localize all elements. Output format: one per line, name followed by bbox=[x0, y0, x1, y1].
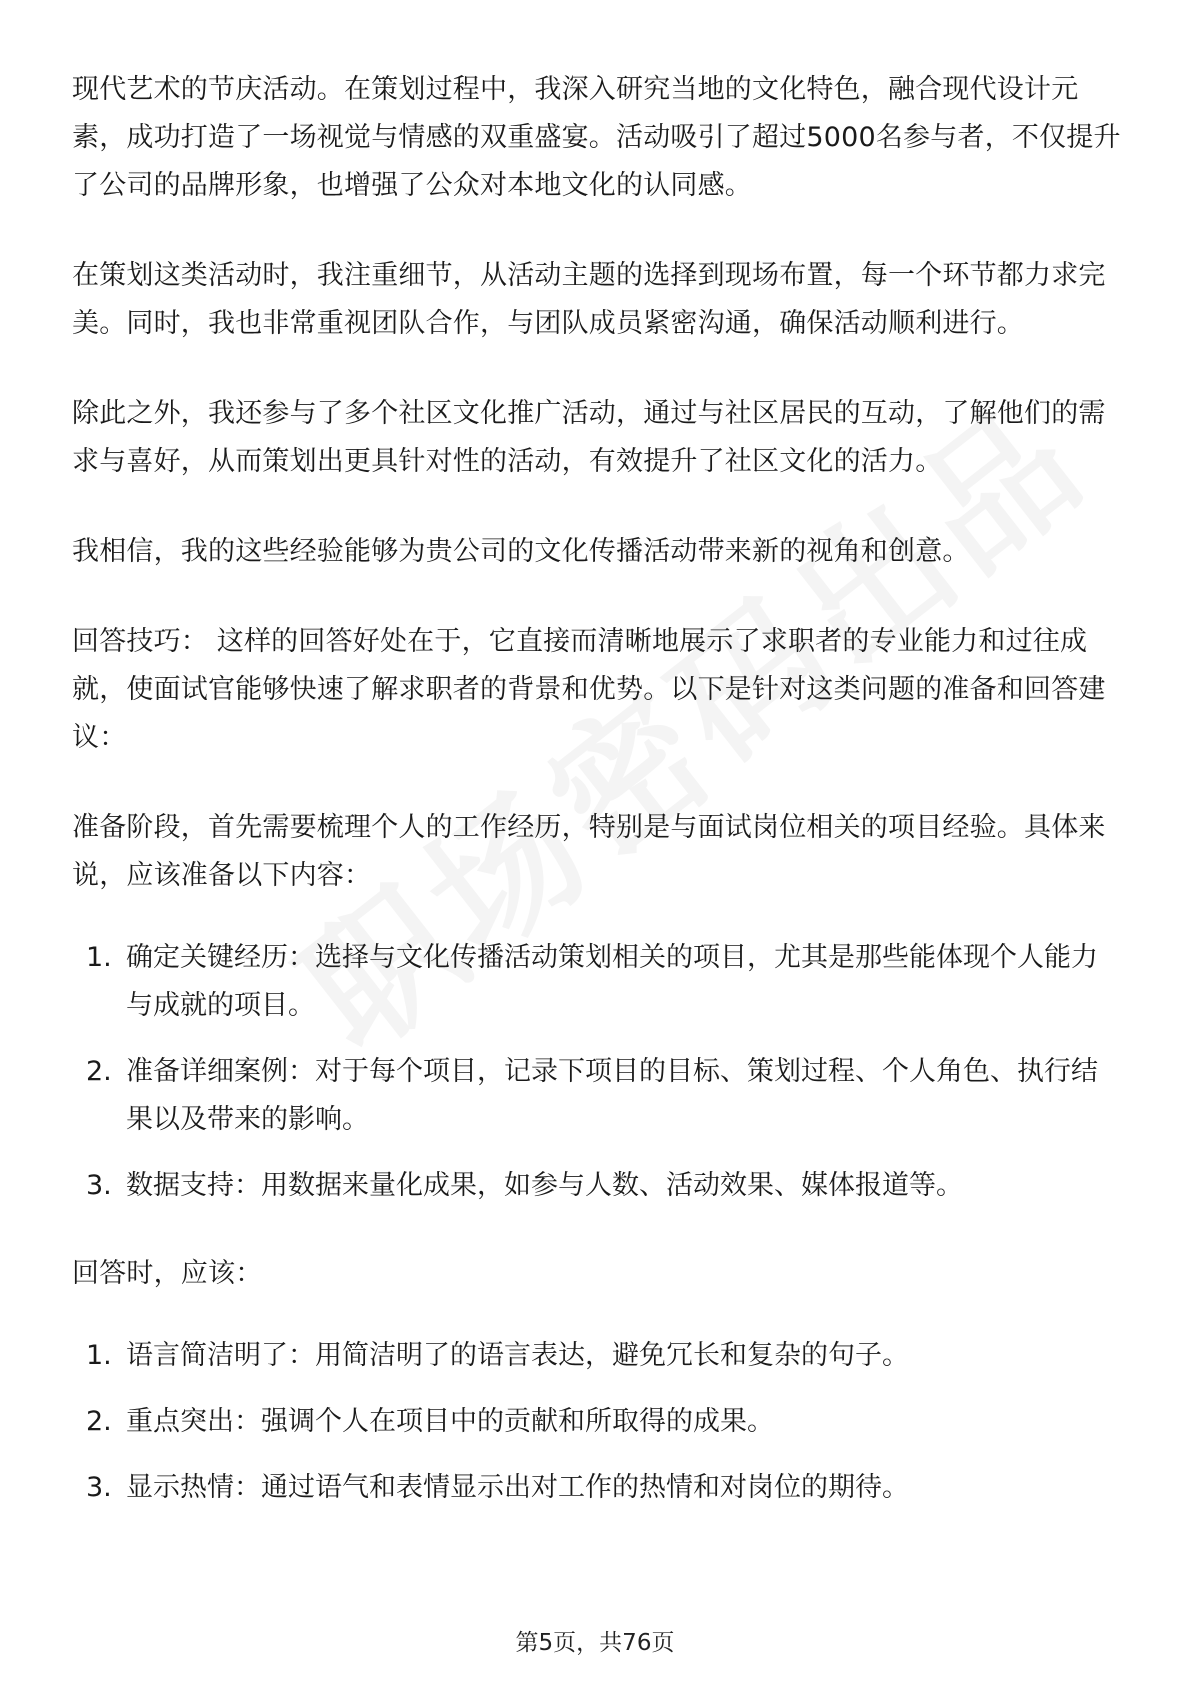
preparation-paragraph: 准备阶段，首先需要梳理个人的工作经历，特别是与面试岗位相关的项目经验。具体来说，应该准备以下内容： bbox=[72, 812, 1106, 891]
list-text: 语言简洁明了：用简洁明了的语言表达，避免冗长和复杂的句子。 bbox=[126, 1340, 909, 1371]
list-item bbox=[72, 1464, 1122, 1512]
list-item bbox=[72, 1398, 1122, 1446]
preparation-list bbox=[72, 934, 1122, 1210]
list-text: 显示热情：通过语气和表情显示出对工作的热情和对岗位的期待。 bbox=[126, 1472, 909, 1503]
list-text: 重点突出：强调个人在项目中的贡献和所取得的成果。 bbox=[126, 1406, 774, 1437]
list-text: 确定关键经历：选择与文化传播活动策划相关的项目，尤其是那些能体现个人能力与成就的项目。 bbox=[126, 942, 1098, 1021]
paragraph: 除此之外，我还参与了多个社区文化推广活动，通过与社区居民的互动，了解他们的需求与喜好，从而策划出更具针对性的活动，有效提升了社区文化的活力。 bbox=[72, 398, 1106, 477]
list-item bbox=[72, 1162, 1122, 1210]
paragraph: 我相信，我的这些经验能够为贵公司的文化传播活动带来新的视角和创意。 bbox=[72, 536, 970, 567]
list-number: 1. bbox=[86, 942, 112, 973]
paragraph: 现代艺术的节庆活动。在策划过程中，我深入研究当地的文化特色，融合现代设计元素，成功打造了一场视觉与情感的双重盛宴。活动吸引了超过5000名参与者，不仅提升了公司的品牌形象，也增强了公众对本地文化的认同感。 bbox=[72, 74, 1121, 201]
page-number-footer: 第5页，共76页 bbox=[515, 1630, 675, 1656]
answer-tips-paragraph: 回答技巧： 这样的回答好处在于，它直接而清晰地展示了求职者的专业能力和过往成就，使面试官能够快速了解求职者的背景和优势。以下是针对这类问题的准备和回答建议： bbox=[72, 626, 1106, 753]
answer-list bbox=[72, 1332, 1122, 1512]
list-item bbox=[72, 1048, 1122, 1144]
list-number: 1. bbox=[86, 1340, 112, 1371]
answer-guidance-heading: 回答时，应该： bbox=[72, 1258, 263, 1289]
paragraph: 在策划这类活动时，我注重细节，从活动主题的选择到现场布置，每一个环节都力求完美。同时，我也非常重视团队合作，与团队成员紧密沟通，确保活动顺利进行。 bbox=[72, 260, 1106, 339]
list-number: 3. bbox=[86, 1170, 112, 1201]
list-number: 2. bbox=[86, 1406, 112, 1437]
list-number: 3. bbox=[86, 1472, 112, 1503]
list-number: 2. bbox=[86, 1056, 112, 1087]
list-text: 数据支持：用数据来量化成果，如参与人数、活动效果、媒体报道等。 bbox=[126, 1170, 963, 1201]
document-page bbox=[72, 66, 1122, 1552]
list-item bbox=[72, 934, 1122, 1030]
list-item bbox=[72, 1332, 1122, 1380]
list-text: 准备详细案例：对于每个项目，记录下项目的目标、策划过程、个人角色、执行结果以及带来的影响。 bbox=[126, 1056, 1098, 1135]
